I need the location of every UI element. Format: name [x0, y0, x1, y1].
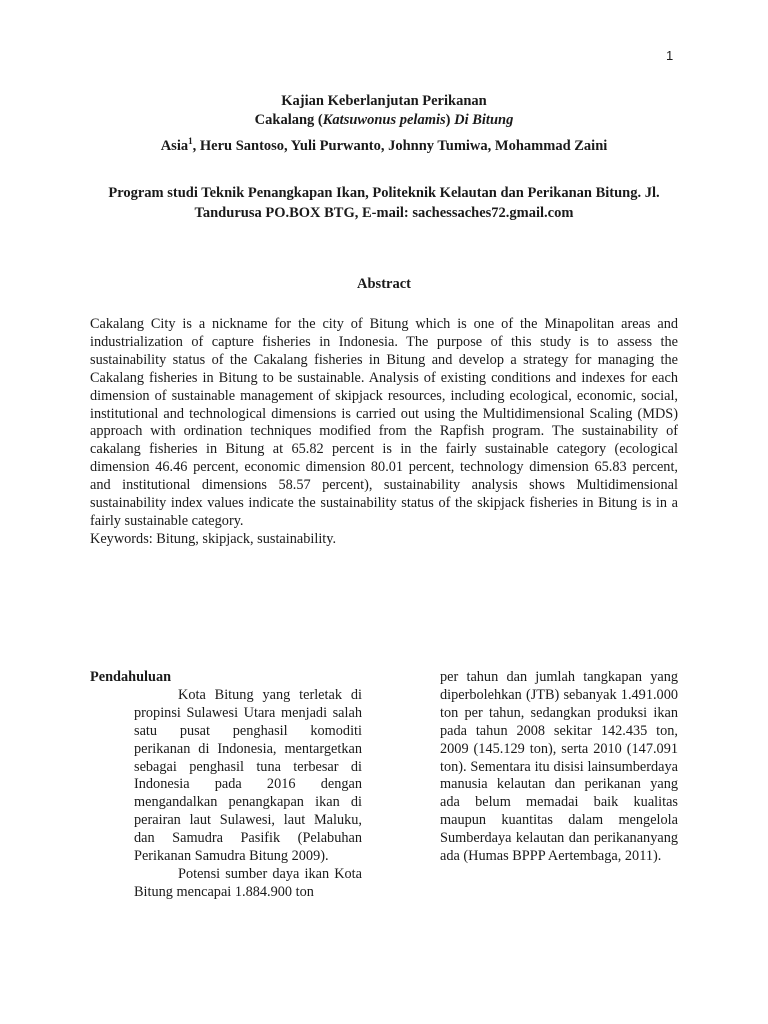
abstract-section	[90, 316, 678, 549]
title-line-2-mid: )	[445, 112, 455, 128]
author-list	[0, 136, 768, 155]
title-line-1: Kajian Keberlanjutan Perikanan	[281, 93, 487, 109]
abstract-text: Cakalang City is a nickname for the city of Bitung which is one of the Minapolitan areas and industrialization of capture fisheries in Indonesia. The purpose of this study is to assess the sustainability status of the Cakalang fisheries in Bitung and develop a strategy for managing the Cakalang fisheries in Bitung to be sustainable. Analysis of existing conditions and indexes for each dimension of sustainable management of skipjack resources, including ecological, economic, social, institutional and technological dimensions is carried out using the Multidimensional Scaling (MDS) approach with ordination techniques modified from the Rapfish program. The sustainability of cakalang fisheries in Bitung at 65.82 percent is in the fairly sustainable category (ecological dimension 46.46 percent, economic dimension 80.01 percent, technology dimension 65.83 percent, and institutional dimensions 58.57 percent), sustainability analysis shows Multidimensional sustainability index values indicate the sustainability status of the skipjack fisheries in Bitung is in a fairly sustainable category.	[90, 316, 678, 529]
title-species-name: Katsuwonus pelamis	[322, 112, 446, 128]
left-column	[90, 669, 362, 902]
introduction-paragraph-1: Kota Bitung yang terletak di propinsi Sulawesi Utara menjadi salah satu pusat penghasil komoditi perikanan di Indonesia, mentargetkan sebagai penghasil tuna terbesar di Indonesia pada 2016 dengan mengandalkan penangkapan ikan di perairan laut Sulawesi, laut Maluku, dan Samudra Pasifik (Pelabuhan Perikanan Samudra Bitung 2009).	[134, 686, 362, 865]
first-author-superscript: 1	[188, 136, 193, 146]
page-number: 1	[666, 48, 674, 63]
first-author: Asia	[160, 137, 189, 154]
section-heading-introduction: Pendahuluan	[90, 669, 172, 685]
affiliation: Program studi Teknik Penangkapan Ikan, Politeknik Kelautan dan Perikanan Bitung. Jl. Tandurusa PO.BOX BTG, E-mail: sachessaches72.gmail.com	[108, 185, 660, 221]
introduction-paragraph-2: Potensi sumber daya ikan Kota Bitung mencapai 1.884.900 ton	[134, 865, 362, 900]
right-column	[440, 669, 678, 866]
abstract-heading: Abstract	[357, 276, 411, 292]
paper-title	[0, 92, 768, 130]
title-line-2-prefix: Cakalang (	[254, 112, 323, 128]
title-location: Di Bitung	[454, 112, 514, 128]
title-line-2	[0, 111, 768, 130]
abstract-keywords: Keywords: Bitung, skipjack, sustainability.	[90, 530, 337, 547]
other-authors: , Heru Santoso, Yuli Purwanto, Johnny Tumiwa, Mohammad Zaini	[192, 137, 608, 154]
introduction-paragraph-continued: per tahun dan jumlah tangkapan yang diperbolehkan (JTB) sebanyak 1.491.000 ton per tahun, sedangkan produksi ikan pada tahun 2008 sekitar 142.435 ton, 2009 (145.129 ton), serta 2010 (147.091 ton). Sementara itu disisi lainsumberdaya manusia kelautan dan perikanan yang ada belum memadai baik kualitas maupun kuantitas dalam mengelola Sumberdaya kelautan dan perikananyang ada (Humas BPPP Aertembaga, 2011).	[440, 669, 678, 865]
